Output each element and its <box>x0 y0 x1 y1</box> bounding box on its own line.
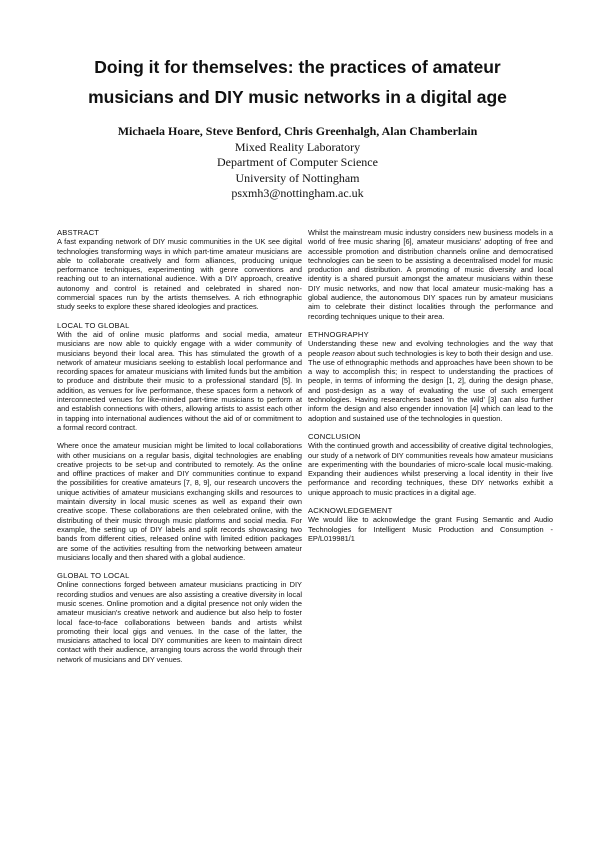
conclusion-heading: CONCLUSION <box>308 431 361 441</box>
global-to-local-heading: GLOBAL TO LOCAL <box>57 571 130 581</box>
acknowledgement-heading: ACKNOWLEDGEMENT <box>308 506 393 516</box>
affiliation-university: University of Nottingham <box>235 170 360 185</box>
author-block <box>40 124 555 202</box>
author-names: Michaela Hoare, Steve Benford, Chris Greenhalgh, Alan Chamberlain <box>117 124 478 138</box>
local-to-global-paragraph-1: With the aid of online music platforms and social media, amateur musicians are now able to quickly engage with a wider community of musicians beyond their local area. This has stimulated the growth of a network of amateur musicians seeking to establish local performance and recording spaces for amateur musicians with limited funds but the ambition to produce and distribute their music to a professional standard [5]. In addition, as venues for live performance, these spaces form a network of interconnected venues for like-minded part-time musicians to perform at and establish connections with others, allowing artists to assist each other in tapping into international audiences without the aid of or commitment to a formal record contract. <box>57 329 302 432</box>
title-line-2: musicians and DIY music networks in a digital age <box>88 87 507 107</box>
local-to-global-paragraph-2: Where once the amateur musician might be limited to local collaborations with other musicians on a regular basis, digital technologies are enabling creative projects to be set-up and contributed to remotely. As the online and offline practices of maker and DIY communities continue to expand the possibilities for creative amateurs [7, 8, 9], our research uncovers the unique activities of amateur musicians exchanging skills and resources to maintain diversity in local music scenes as well as expand their own creative scope. These collaborations are then celebrated online, with the distributing of their music through music platforms and social media. For example, the setting up of DIY labels and split records showcasing two bands from different cities, released online with limited edition packages are some of the activities resulting from the networking between amateur musicians locally and then shared with a global audience. <box>57 441 302 562</box>
acknowledgement-text: We would like to acknowledge the grant Fusing Semantic and Audio Technologies for Intelligent Music Production and Consumption - EP/L019981/1 <box>308 515 553 543</box>
right-column <box>308 228 553 552</box>
global-to-local-paragraph-2: Whilst the mainstream music industry considers new business models in a world of free music sharing [6], amateur musicians' adopting of free and accessible promotion and distribution channels online and democratised technologies can be seen to be assisting a decentralised model for music production and distribution. A promoting of music diversity and local identity is a shared pursuit amongst the amateur musicians within these DIY music networks, and now that local amateur music-making has a global audience, the autonomous DIY spaces run by amateur musicians aim to celebrate their distinct localities through the performance and recording techniques unique to their area. <box>308 228 553 321</box>
ethnography-text-end: about such technologies is key to both their design and use. The use of ethnographic methods and approaches have been shown to be a way to accomplish this; in respect to understanding the practices of people, in terms of informing the design [1, 2], during the design phase, and post-design as a way of evaluating the use of such emergent technologies. Having researchers based 'in the wild' [3] can also further inform the design and also engender innovation [4] which can lead to the adoption and sustained use of the technologies in question. <box>308 348 553 423</box>
abstract-text: A fast expanding network of DIY music communities in the UK see digital technologies transforming ways in which part-time amateur musicians are able to collaborate creatively and form alliances, producing unique performance techniques, experimenting with genre conventions and reaching out to an international audience. With a DIY approach, creative autonomy and control is retained and celebrated in shared non-commercial spaces run by the artists themselves. A rich ethnographic study seeks to explore these shared ideologies and practices. <box>57 237 302 312</box>
ethnography-text-start: Understanding these new and evolving technologies and the way that people <box>308 339 553 358</box>
ethnography-text <box>308 339 553 423</box>
local-to-global-heading: LOCAL TO GLOBAL <box>57 320 130 330</box>
paper-title <box>40 52 555 112</box>
ethnography-heading: ETHNOGRAPHY <box>308 329 369 339</box>
author-email: psxmh3@nottingham.ac.uk <box>231 186 364 200</box>
ethnography-emphasis: reason <box>332 348 355 358</box>
abstract-heading: ABSTRACT <box>57 228 100 237</box>
conclusion-text: With the continued growth and accessibility of creative digital technologies, our study of a network of DIY communities reveals how amateur musicians are experimenting with the boundaries of micro-scale local music-making. Expanding their audiences whilst preserving a local identity in their live performance and recording techniques, these DIY networks exhibit a unique approach to music practices in a digital age. <box>308 441 553 497</box>
global-to-local-paragraph-1: Online connections forged between amateur musicians practicing in DIY recording studios and venues are also assisting a creative diversity in local music scenes. Online promotion and a digital presence not only widen the amateur musician's creative network and audience but also help to foster local face-to-face collaborations between bands and artists whilst promoting their local gigs and venues. In the case of the latter, the musicians attached to local DIY communities are keen to maintain direct contact with their audience, arranging tours across the world through their network of musicians and DIY venues. <box>57 580 302 664</box>
affiliation-lab: Mixed Reality Laboratory <box>234 139 361 154</box>
title-line-1: Doing it for themselves: the practices of amateur <box>94 57 501 77</box>
affiliation-dept: Department of Computer Science <box>217 155 378 169</box>
left-column <box>57 228 302 673</box>
